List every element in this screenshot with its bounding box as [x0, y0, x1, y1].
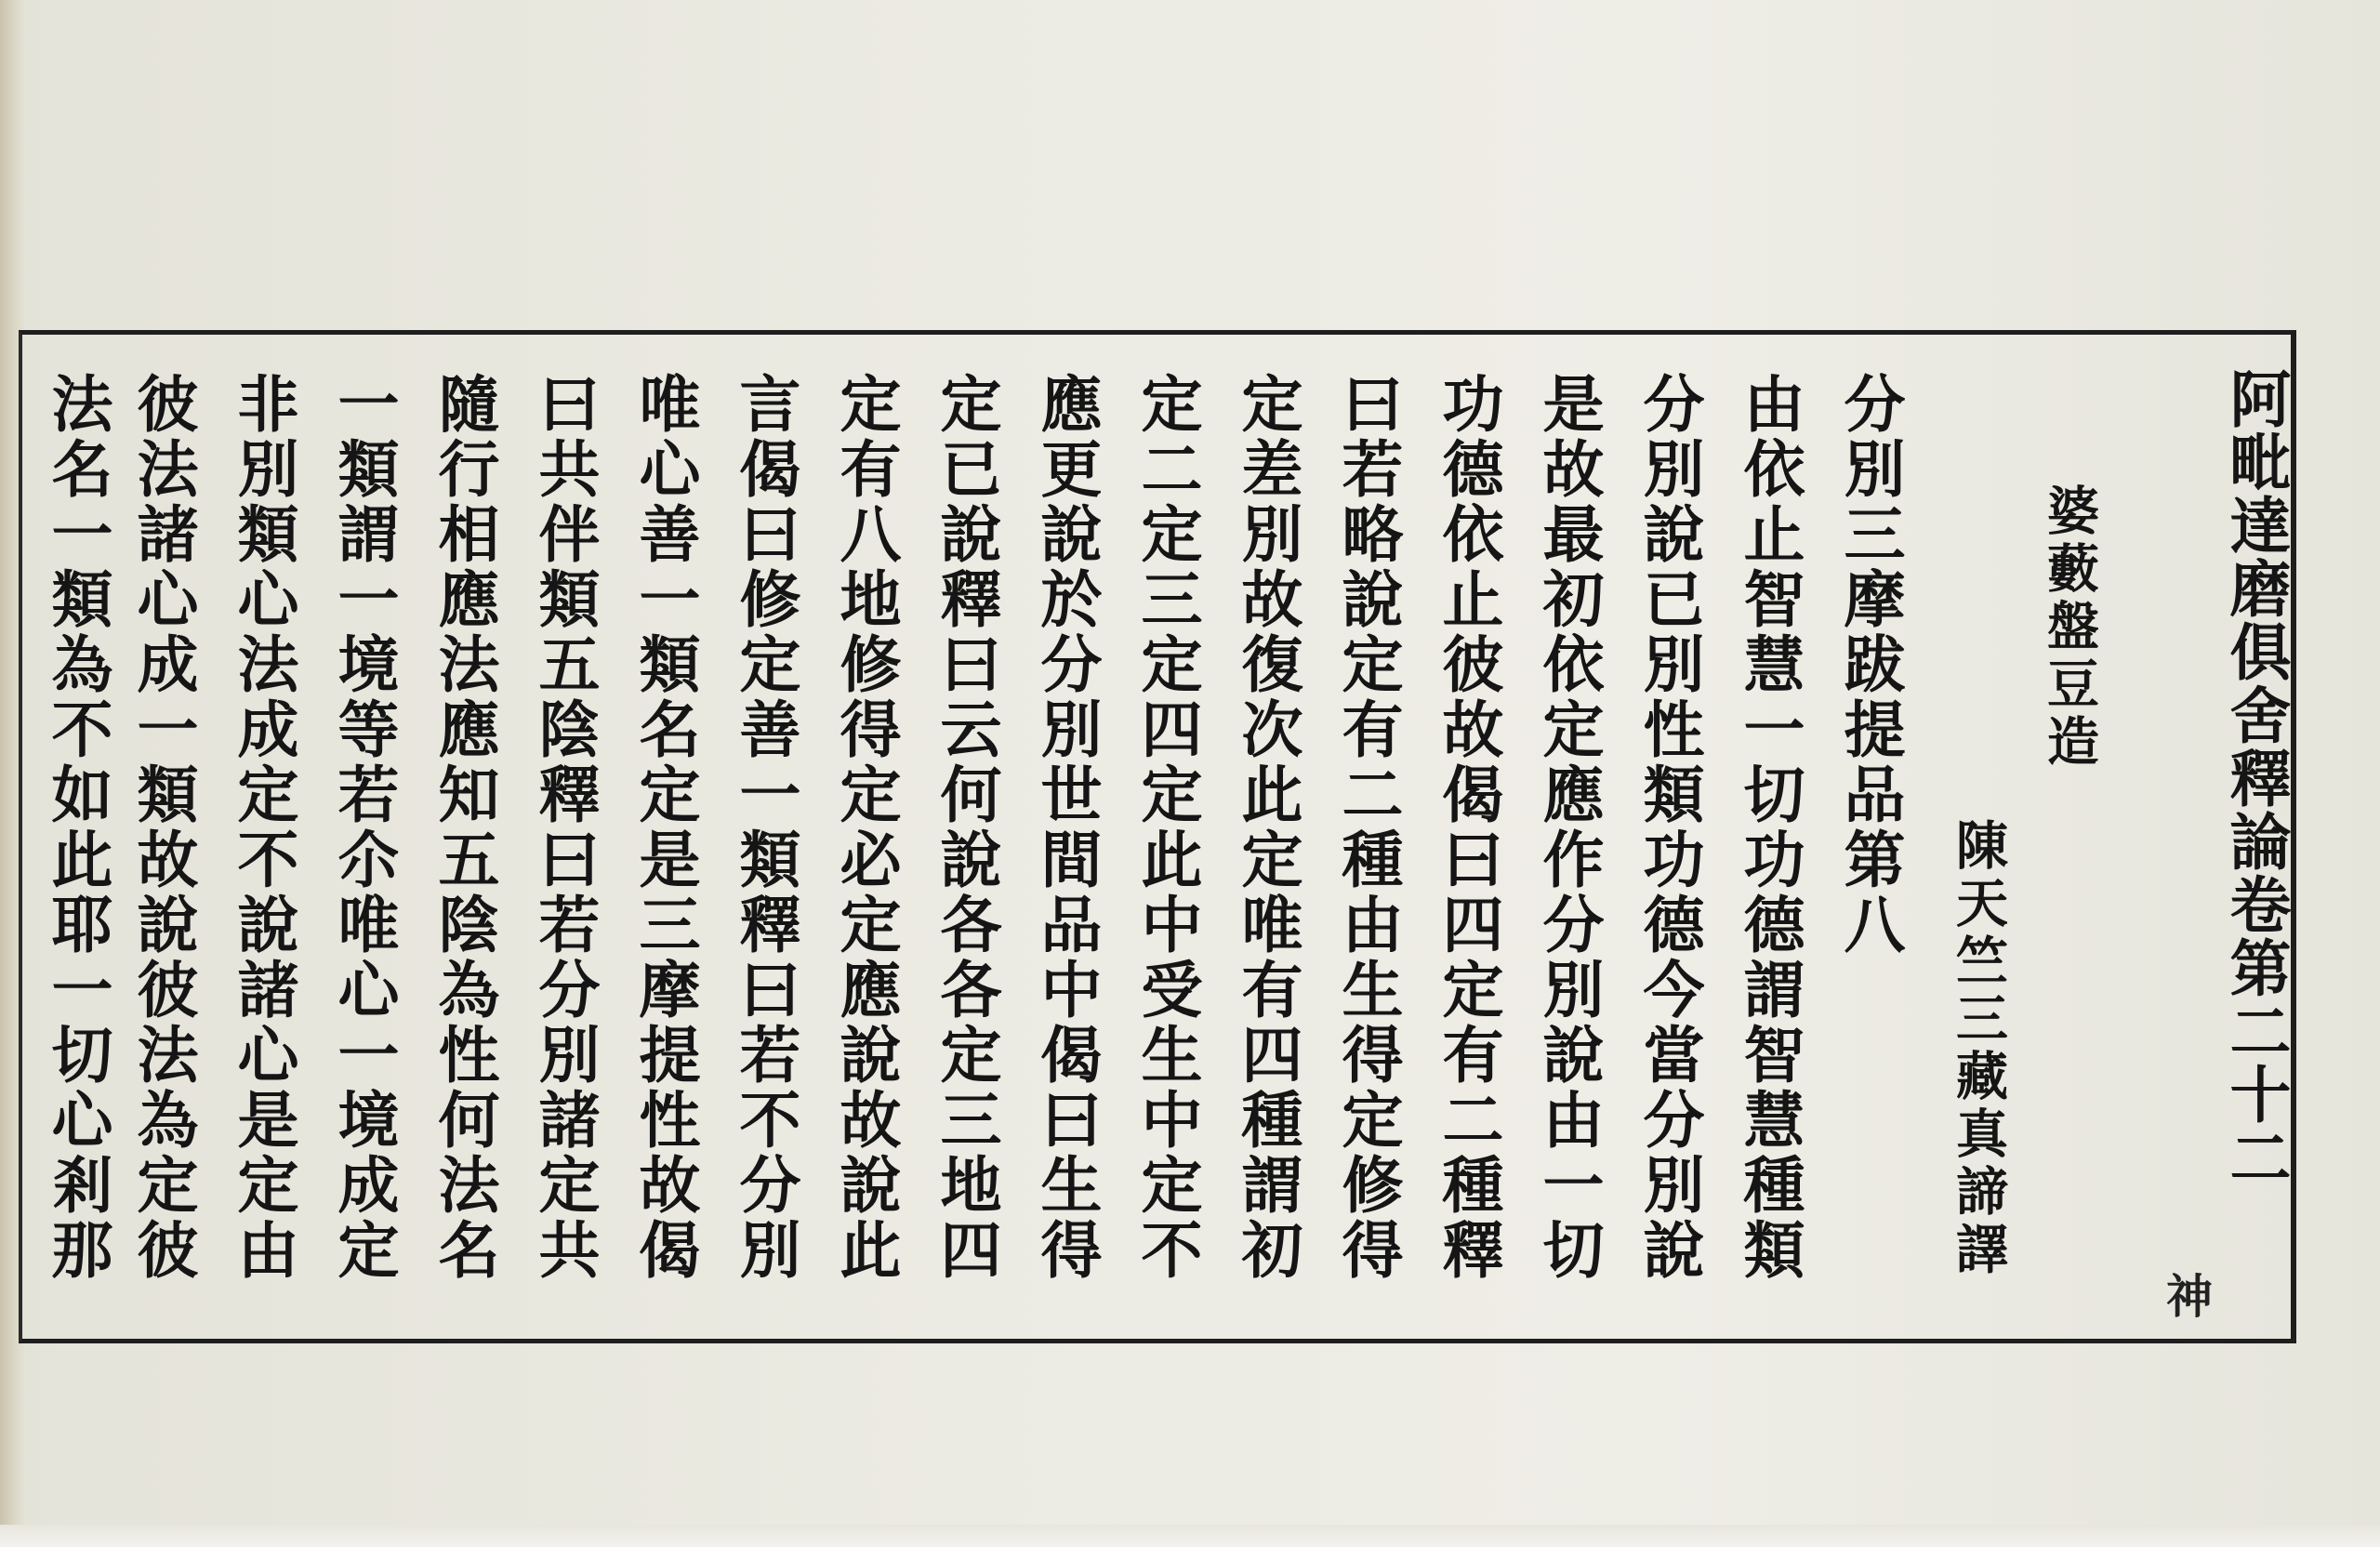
text-column-17: 彼法諸心成一類故說彼法為定彼	[126, 372, 199, 1283]
text-column-16: 非別類心法成定不說諸心是定由	[227, 372, 299, 1283]
author-line: 婆藪盤豆造	[2039, 483, 2100, 772]
text-column-5: 曰若略說定有二種由生得定修得	[1331, 372, 1404, 1283]
text-column-1: 由依止智慧一切功德謂智慧種類	[1733, 372, 1805, 1283]
text-column-18: 法名一類為不如此耶一切心剎那	[41, 372, 113, 1283]
text-column-6: 定差別故復次此定唯有四種謂初	[1231, 372, 1303, 1283]
text-column-13: 曰共伴類五陰釋曰若分別諸定共	[528, 372, 601, 1283]
margin-mark: 神	[2159, 1272, 2214, 1318]
text-column-11: 言偈曰修定善一類釋曰若不分別	[729, 372, 801, 1283]
text-column-9: 定已說釋曰云何說各各定三地四	[930, 372, 1002, 1283]
page-bottom-edge	[0, 1525, 2380, 1547]
text-column-10: 定有八地修得定必定應說故說此	[829, 372, 902, 1283]
translator-line: 陳天竺三藏真諦譯	[1948, 818, 2009, 1279]
text-column-15: 一類謂一境等若尒唯心一境成定	[327, 372, 400, 1283]
text-column-2: 分別說已別性類功德今當分別說	[1633, 372, 1705, 1283]
text-column-3: 是故最初依定應作分別說由一切	[1532, 372, 1605, 1283]
text-column-12: 唯心善一類名定是三摩提性故偈	[628, 372, 701, 1283]
text-column-4: 功德依止彼故偈曰四定有二種釋	[1432, 372, 1504, 1283]
text-column-14: 隨行相應法應知五陰為性何法名	[428, 372, 500, 1283]
chapter-heading: 分別三摩跋提品第八	[1833, 372, 1906, 958]
document-title: 阿毗達磨俱舍釋論卷第二十二	[2219, 367, 2292, 1189]
text-column-7: 定二定三定四定此中受生中定不	[1130, 372, 1203, 1283]
text-column-8: 應更說於分別世間品中偈曰生得	[1030, 372, 1103, 1283]
